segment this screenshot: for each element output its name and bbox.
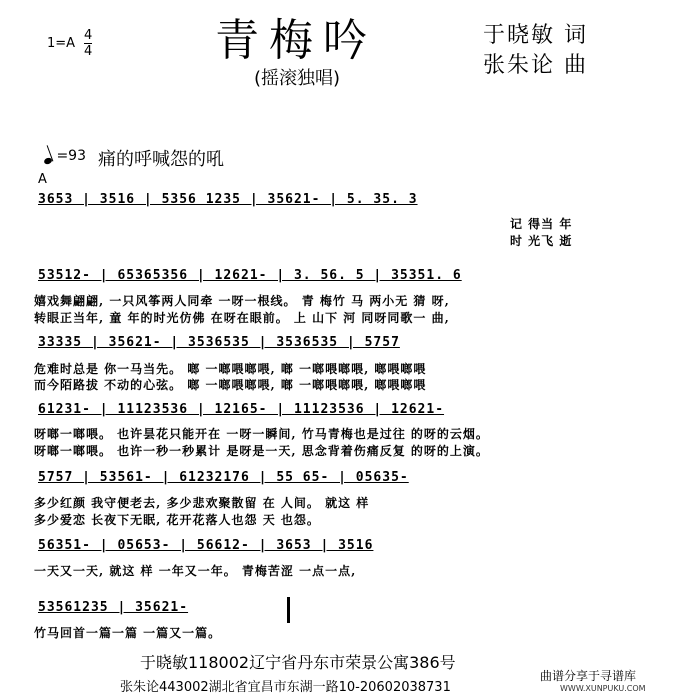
- lyricist-credit: 于晓敏 词: [483, 23, 588, 48]
- song-title: 青梅吟: [215, 15, 377, 66]
- notation-row-3: 33335 | 35621- | 3536535 | 3536535 | 5757: [38, 335, 400, 350]
- watermark-site-name: 曲谱分享于寻谱库: [540, 669, 637, 683]
- composer-credit: 张朱论 曲: [483, 53, 588, 78]
- expression-text: 痛的呼喊怨的吼: [98, 149, 224, 170]
- notation-row-4: 61231- | 11123536 | 12165- | 11123536 | 12621-: [38, 402, 445, 417]
- lyric-row-3-line-1: 危难时总是 你一马当先。 啷 一啷喂啷喂, 啷 一啷喂啷喂, 啷喂啷喂: [34, 362, 427, 376]
- composer-address: 张朱论443002湖北省宜昌市东湖一路10-20602038731: [120, 680, 451, 695]
- key-signature: 1=A: [47, 36, 76, 51]
- lyric-row-7-line-1: 竹马回首一篇一篇 一篇又一篇。: [34, 626, 222, 640]
- lyric-row-3-line-2: 而今陌路拔 不动的心弦。 啷 一啷喂啷喂, 啷 一啷喂啷喂, 啷喂啷喂: [34, 378, 427, 392]
- lyric-row-5-line-2: 多少爱恋 长夜下无眠, 花开花落人也怨 天 也怨。: [34, 513, 320, 527]
- lyricist-address: 于晓敏118002辽宁省丹东市荣景公寓386号: [140, 653, 456, 672]
- lyric-row-6-line-1: 一天又一天, 就这 样 一年又一年。 青梅苦涩 一点一点,: [34, 564, 357, 578]
- time-signature-bottom: 4: [84, 44, 93, 59]
- song-subtitle: (摇滚独唱): [254, 68, 341, 89]
- time-signature-top: 4: [84, 28, 93, 43]
- section-label: A: [38, 172, 47, 187]
- lyric-row-5-line-1: 多少红颜 我守便老去, 多少悲欢聚散留 在 人间。 就这 样: [34, 496, 370, 510]
- notation-row-7: 53561235 | 35621-: [38, 600, 189, 615]
- time-signature: [84, 28, 92, 59]
- lyric-row-1-line-1: 记 得当 年: [510, 217, 573, 231]
- lyric-row-2-line-2: 转眼正当年, 童 年的时光仿佛 在呀在眼前。 上 山下 河 同呀同歌一 曲,: [34, 311, 450, 325]
- notation-row-6: 56351- | 05653- | 56612- | 3653 | 3516: [38, 538, 374, 553]
- quarter-note-icon: [43, 157, 53, 165]
- notation-row-2: 53512- | 65365356 | 12621- | 3. 56. 5 | 35351. 6: [38, 268, 462, 283]
- tempo-mark: [44, 148, 86, 164]
- lyric-row-2-line-1: 嬉戏舞翩翩, 一只风筝两人同牵 一呀一根线。 青 梅竹 马 两小无 猜 呀,: [34, 294, 450, 308]
- watermark-site-url: WWW.XUNPUKU.COM: [560, 684, 646, 693]
- lyric-row-4-line-1: 呀啷一啷喂。 也许昙花只能开在 一呀一瞬间, 竹马青梅也是过往 的呀的云烟。: [34, 427, 489, 441]
- notation-row-1: 3653 | 3516 | 5356 1235 | 35621- | 5. 35. 3: [38, 192, 418, 207]
- notation-row-5: 5757 | 53561- | 61232176 | 55 65- | 05635-: [38, 470, 409, 485]
- tempo-value: =93: [56, 148, 86, 164]
- lyric-row-4-line-2: 呀啷一啷喂。 也许一秒一秒累计 是呀是一天, 思念背着伤痛反复 的呀的上演。: [34, 444, 489, 458]
- lyric-row-1-line-2: 时 光飞 逝: [510, 234, 573, 248]
- final-barline: [287, 597, 290, 623]
